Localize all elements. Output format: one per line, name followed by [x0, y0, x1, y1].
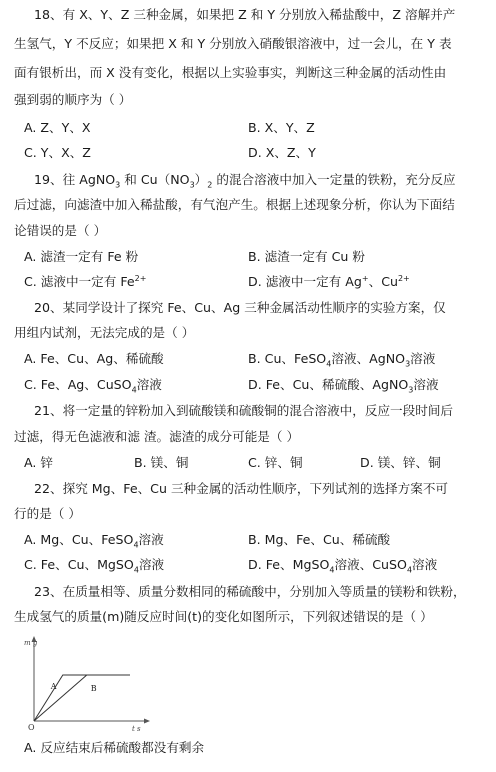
q19-option-c: C. 滤液中一定有 $Fe^{2+}$ — [24, 273, 147, 289]
q22-option-a: A. Mg、Cu、FeSO$_4$溶液 — [24, 532, 164, 550]
q20-option-c: C. Fe、Ag、CuSO$_4$溶液 — [24, 377, 162, 395]
q23-line2: 生成氢气的质量(m)随反应时间(t)的变化如图所示，下列叙述错误的是（ ） — [14, 609, 433, 624]
q21-option-a: A. 锌 — [24, 455, 53, 470]
q18-line1: 18、有 X、Y、Z 三种金属，如果把 Z 和 Y 分别放入稀盐酸中，Z 溶解并产 — [34, 7, 456, 22]
series-label-a: A — [50, 682, 57, 691]
q22-line1: 22、探究 Mg、Fe、Cu 三种金属的活动性顺序，下列试剂的选择方案不可 — [34, 481, 449, 496]
q22-option-c: C. Fe、Cu、MgSO$_4$溶液 — [24, 557, 165, 575]
q22-line2: 行的是（ ） — [14, 506, 81, 521]
q22-option-d: D. Fe、MgSO$_4$溶液、CuSO$_4$溶液 — [248, 557, 438, 575]
q19-line3: 论错误的是（ ） — [14, 223, 107, 238]
q18-option-a: A. Z、Y、X — [24, 120, 91, 135]
q18-line3: 面有银析出，而 X 没有变化，根据以上实验事实，判断这三种金属的活动性由 — [14, 65, 447, 80]
q20-option-b: B. Cu、FeSO$_4$溶液、AgNO$_3$溶液 — [248, 351, 436, 369]
q23-line1: 23、在质量相等、质量分数相同的稀硫酸中，分别加入等质量的镁粉和铁粉， — [34, 584, 466, 599]
q23-option-a: A. 反应结束后稀硫酸都没有剩余 — [24, 740, 205, 755]
q19-option-b: B. 滤渣一定有 Cu 粉 — [248, 249, 365, 264]
series-label-b: B — [90, 684, 97, 693]
q19-option-d: D. 滤液中一定有 Ag+、$Cu^{2+}$ — [248, 273, 410, 289]
q20-option-d: D. Fe、Cu、稀硫酸、AgNO$_3$溶液 — [248, 377, 439, 395]
q21-option-d: D. 镁、锌、铜 — [360, 455, 441, 470]
q19-option-a: A. 滤渣一定有 Fe 粉 — [24, 249, 139, 264]
q21-line1: 21、将一定量的锌粉加入到硫酸镁和硫酸铜的混合溶液中，反应一段时间后 — [34, 403, 454, 418]
q21-line2: 过滤，得无色滤液和滤 渣。滤渣的成分可能是（ ） — [14, 429, 300, 444]
q18-line2: 生氢气，Y 不反应；如果把 X 和 Y 分别放入硝酸银溶液中，过一会儿，在 Y 表 — [14, 36, 452, 51]
x-axis-label: t s — [132, 725, 141, 733]
q19-line2: 后过滤，向滤渣中加入稀盐酸，有气泡产生。根据上述现象分析，你认为下面结 — [14, 197, 455, 212]
series-line-a — [34, 675, 130, 721]
q18-option-c: C. Y、X、Z — [24, 145, 91, 160]
q22-option-b: B. Mg、Fe、Cu、稀硫酸 — [248, 532, 391, 547]
q20-line2: 用组内试剂，无法完成的是（ ） — [14, 325, 195, 340]
q20-option-a: A. Fe、Cu、Ag、稀硫酸 — [24, 351, 164, 366]
x-axis-arrow — [144, 719, 150, 724]
q19-line1: 19、往 AgNO$_3$ 和 $Cu(NO_3)_2$ 的混合溶液中加入一定量的铁粉，充分反应 — [34, 172, 456, 190]
hydrogen-mass-chart — [24, 635, 154, 735]
q21-option-b: B. 镁、铜 — [134, 455, 189, 470]
q20-line1: 20、某同学设计了探究 Fe、Cu、Ag 三种金属活动性顺序的实验方案，仅 — [34, 300, 446, 315]
q18-option-d: D. X、Z、Y — [248, 145, 316, 160]
q18-line4: 强到弱的顺序为（ ） — [14, 92, 132, 107]
origin-label: O — [28, 723, 35, 732]
y-axis-label: m g — [24, 639, 38, 647]
q18-option-b: B. X、Y、Z — [248, 120, 315, 135]
q21-option-c: C. 锌、铜 — [248, 455, 303, 470]
